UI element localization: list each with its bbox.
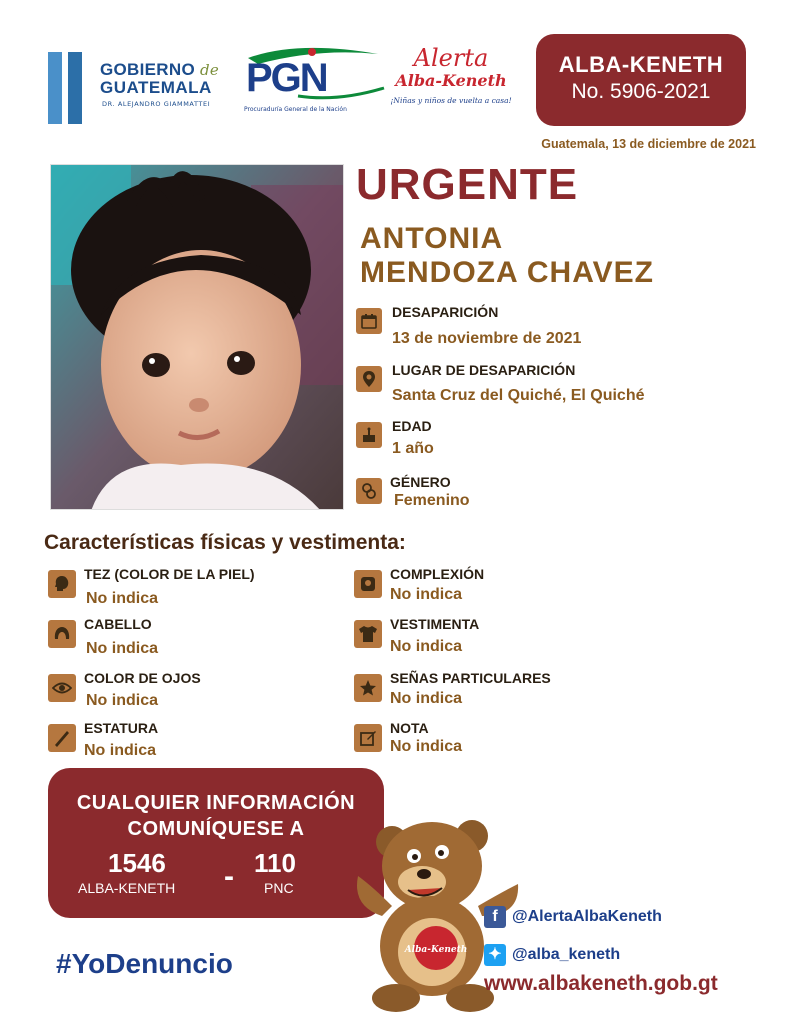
flag-stripe-2: [68, 52, 82, 124]
char-value: No indica: [390, 738, 463, 755]
eye-icon: [48, 674, 76, 702]
char-label: ESTATURA: [84, 720, 159, 736]
detail-value: Femenino: [394, 492, 470, 509]
facebook-handle: @AlertaAlbaKeneth: [512, 908, 662, 926]
urgent-label: URGENTE: [356, 160, 579, 209]
char-label: COMPLEXIÓN: [390, 566, 485, 582]
flag-stripe-1: [48, 52, 62, 124]
alerta-tagline: ¡Niñas y niños de vuelta a casa!: [390, 96, 512, 105]
website-link[interactable]: www.albakeneth.gob.gt: [484, 972, 718, 995]
gobierno-line3: DR. ALEJANDRO GIAMMATTEI: [102, 100, 211, 108]
hair-icon: [48, 620, 76, 648]
person-name: [360, 222, 654, 290]
last-name: MENDOZA CHAVEZ: [360, 256, 654, 289]
pgn-letters: PGN: [246, 56, 327, 100]
char-value: No indica: [390, 586, 463, 603]
char-value: No indica: [86, 692, 159, 709]
char-label: VESTIMENTA: [390, 616, 480, 632]
twitter-icon: ✦: [484, 944, 506, 966]
alerta-line1: Alerta: [413, 44, 489, 72]
char-value: No indica: [84, 742, 157, 759]
char-label: TEZ (COLOR DE LA PIEL): [84, 566, 255, 582]
case-number: No. 5906-2021: [571, 80, 711, 103]
characteristics-title: Características físicas y vestimenta:: [44, 531, 406, 554]
gobierno-line2: GUATEMALA: [100, 78, 212, 97]
phone-separator: -: [224, 860, 234, 893]
detail-value: 13 de noviembre de 2021: [392, 330, 582, 347]
head-profile-icon: [48, 570, 76, 598]
phone-label-pnc: PNC: [264, 880, 294, 896]
detail-value: Santa Cruz del Quiché, El Quiché: [392, 387, 645, 404]
first-name: ANTONIA: [360, 222, 504, 255]
char-label: SEÑAS PARTICULARES: [390, 670, 551, 686]
char-value: No indica: [86, 590, 159, 607]
detail-label: DESAPARICIÓN: [392, 304, 499, 320]
star-icon: [354, 674, 382, 702]
calendar-icon: [356, 308, 382, 334]
bulletin-date: Guatemala, 13 de diciembre de 2021: [541, 137, 756, 151]
char-label: CABELLO: [84, 616, 152, 632]
missing-child-photo: [50, 164, 344, 510]
detail-label: LUGAR DE DESAPARICIÓN: [392, 362, 576, 378]
contact-heading-line1: CUALQUIER INFORMACIÓN: [76, 792, 356, 814]
case-title: ALBA-KENETH: [558, 52, 724, 77]
facebook-link[interactable]: [484, 906, 662, 928]
bear-badge-text: Alba-Keneth: [404, 945, 468, 955]
alerta-line2: Alba-Keneth: [395, 71, 507, 90]
contact-box: [48, 768, 384, 918]
pgn-subtitle: Procuraduría General de la Nación: [244, 106, 347, 113]
detail-label: EDAD: [392, 418, 432, 434]
contact-heading: [48, 790, 384, 842]
phone-number-pnc[interactable]: 110: [254, 848, 296, 878]
hashtag: #YoDenuncio: [56, 948, 233, 979]
case-number-box: [536, 34, 746, 126]
note-edit-icon: [354, 724, 382, 752]
detail-value: 1 año: [392, 440, 434, 457]
birthday-cake-icon: [356, 422, 382, 448]
facebook-icon: f: [484, 906, 506, 928]
ruler-icon: [48, 724, 76, 752]
twitter-link[interactable]: [484, 944, 620, 966]
char-label: NOTA: [390, 720, 429, 736]
shirt-icon: [354, 620, 382, 648]
scale-icon: [354, 570, 382, 598]
char-label: COLOR DE OJOS: [84, 670, 201, 686]
gender-icon: [356, 478, 382, 504]
detail-label: GÉNERO: [390, 474, 451, 490]
phone-label-alba-keneth: ALBA-KENETH: [78, 880, 176, 896]
char-value: No indica: [390, 690, 463, 707]
contact-heading-line2: COMUNÍQUESE A: [127, 818, 305, 840]
phone-number-alba-keneth[interactable]: 1546: [108, 848, 166, 878]
gobierno-guatemala-logo: [48, 52, 238, 122]
char-value: No indica: [390, 638, 463, 655]
location-pin-icon: [356, 366, 382, 392]
char-value: No indica: [86, 640, 159, 657]
alerta-alba-keneth-logo: [386, 46, 516, 112]
pgn-logo: [238, 44, 386, 116]
twitter-handle: @alba_keneth: [512, 946, 621, 964]
gobierno-line1: GOBIERNO de: [100, 60, 220, 79]
